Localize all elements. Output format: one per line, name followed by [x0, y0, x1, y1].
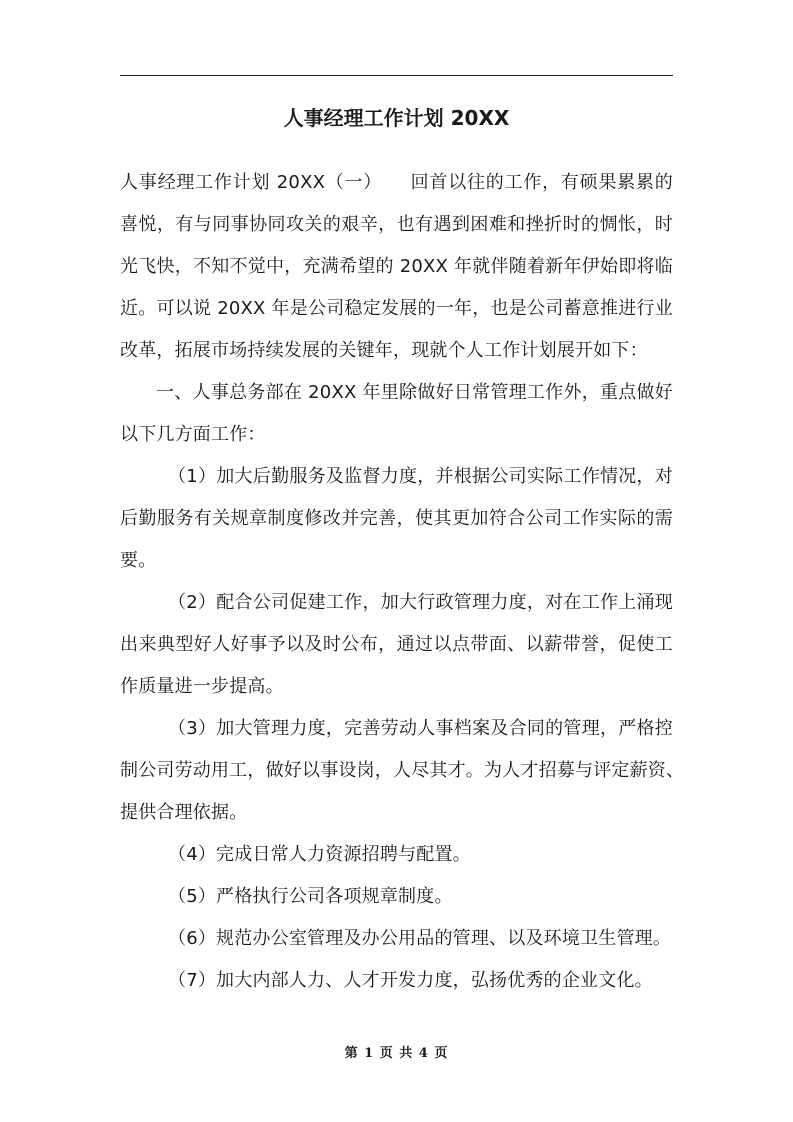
body-line: 以下几方面工作： [120, 424, 266, 445]
body-line: （7）加大内部人力、人才开发力度，弘扬优秀的企业文化。 [168, 970, 653, 991]
body-line: （3）加大管理力度，完善劳动人事档案及合同的管理，严格控 [168, 718, 673, 739]
body-line: 制公司劳动用工，做好以事设岗，人尽其才。为人才招募与评定薪资、 [120, 760, 685, 781]
body-line: 作质量进一步提高。 [120, 676, 284, 697]
body-line: （2）配合公司促建工作，加大行政管理力度，对在工作上涌现 [168, 592, 673, 613]
body-line: （4）完成日常人力资源招聘与配置。 [168, 844, 471, 865]
body-line: 提供合理依据。 [120, 802, 248, 823]
body-line: 近。可以说 20XX 年是公司稳定发展的一年，也是公司蓄意推进行业 [120, 298, 673, 319]
body-line: 一、人事总务部在 20XX 年里除做好日常管理工作外，重点做好 [156, 382, 673, 403]
body-line: 改革，拓展市场持续发展的关键年，现就个人工作计划展开如下： [120, 340, 648, 361]
document-body [120, 162, 685, 1002]
page-indicator: 第 1 页 共 4 页 [344, 1046, 449, 1061]
body-line: 喜悦，有与同事协同攻关的艰辛，也有遇到困难和挫折时的惆怅，时 [120, 214, 673, 235]
body-line: 后勤服务有关规章制度修改并完善，使其更加符合公司工作实际的需 [120, 508, 673, 529]
body-line: 光飞快，不知不觉中，充满希望的 20XX 年就伴随着新年伊始即将临 [120, 256, 673, 277]
body-line: （6）规范办公室管理及办公用品的管理、以及环境卫生管理。 [168, 928, 672, 949]
body-line: （1）加大后勤服务及监督力度，并根据公司实际工作情况，对 [168, 466, 673, 487]
body-line: 人事经理工作计划 20XX（一） 回首以往的工作，有硕果累累的 [120, 172, 673, 193]
body-line: 出来典型好人好事予以及时公布，通过以点带面、以薪带誉，促使工 [120, 634, 673, 655]
body-line: （5）严格执行公司各项规章制度。 [168, 886, 453, 907]
body-line: 要。 [120, 550, 157, 571]
header-rule [120, 75, 673, 76]
document-title: 人事经理工作计划 20XX [283, 106, 510, 130]
